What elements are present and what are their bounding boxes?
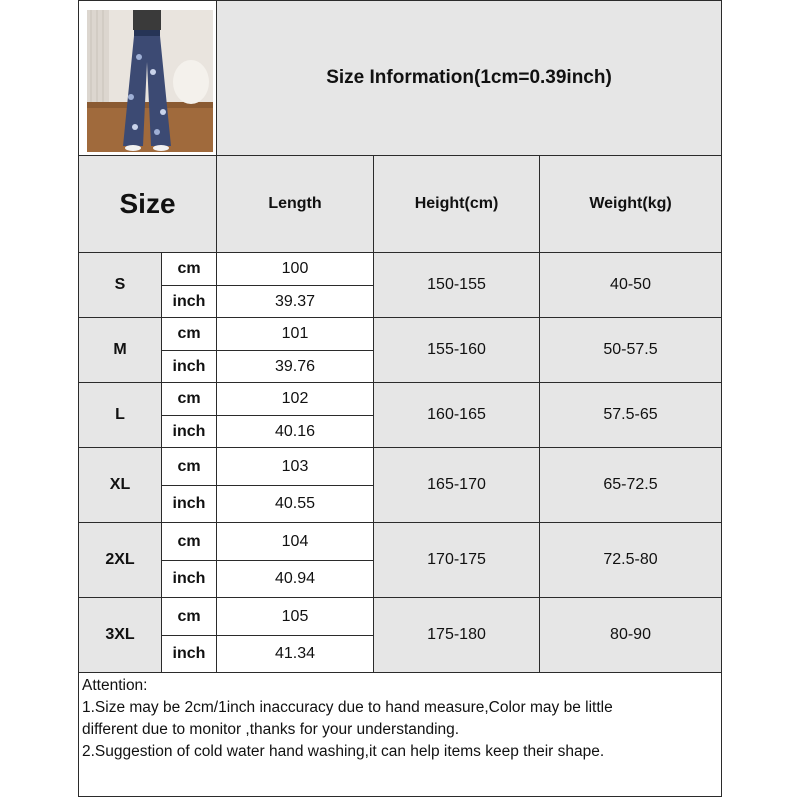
size-table	[78, 0, 722, 797]
unit-inch-label: inch	[162, 286, 217, 318]
notes-heading: Attention:	[82, 677, 148, 694]
unit-cm-label: cm	[162, 253, 217, 286]
size-label: 3XL	[79, 598, 162, 673]
notes-line: 2.Suggestion of cold water hand washing,it can help items keep their shape.	[82, 743, 605, 760]
height-range: 175-180	[374, 598, 540, 673]
size-column-header: Size	[79, 156, 217, 253]
unit-cm-label: cm	[162, 523, 217, 561]
unit-cm-label: cm	[162, 448, 217, 486]
height-range: 160-165	[374, 383, 540, 448]
length-cm-value: 102	[217, 383, 374, 416]
unit-inch-label: inch	[162, 351, 217, 383]
size-label: L	[79, 383, 162, 448]
height-range: 150-155	[374, 253, 540, 318]
notes-line: different due to monitor ,thanks for your understanding.	[82, 721, 460, 738]
height-range: 165-170	[374, 448, 540, 523]
weight-range: 65-72.5	[540, 448, 722, 523]
attention-notes	[79, 673, 722, 797]
size-label: S	[79, 253, 162, 318]
unit-inch-label: inch	[162, 636, 217, 673]
height-range: 170-175	[374, 523, 540, 598]
length-cm-value: 105	[217, 598, 374, 636]
length-column-header: Length	[217, 156, 374, 253]
length-inch-value: 40.94	[217, 561, 374, 598]
length-inch-value: 40.55	[217, 486, 374, 523]
unit-cm-label: cm	[162, 318, 217, 351]
length-cm-value: 101	[217, 318, 374, 351]
product-photo	[79, 1, 217, 156]
size-info-title: Size Information(1cm=0.39inch)	[217, 1, 722, 156]
weight-range: 57.5-65	[540, 383, 722, 448]
unit-inch-label: inch	[162, 561, 217, 598]
size-chart	[78, 0, 721, 800]
unit-inch-label: inch	[162, 416, 217, 448]
weight-range: 72.5-80	[540, 523, 722, 598]
weight-range: 80-90	[540, 598, 722, 673]
size-label: M	[79, 318, 162, 383]
size-label: 2XL	[79, 523, 162, 598]
weight-column-header: Weight(kg)	[540, 156, 722, 253]
length-cm-value: 104	[217, 523, 374, 561]
notes-line: 1.Size may be 2cm/1inch inaccuracy due to hand measure,Color may be little	[82, 699, 613, 716]
unit-inch-label: inch	[162, 486, 217, 523]
weight-range: 50-57.5	[540, 318, 722, 383]
height-range: 155-160	[374, 318, 540, 383]
length-inch-value: 39.76	[217, 351, 374, 383]
size-label: XL	[79, 448, 162, 523]
length-inch-value: 40.16	[217, 416, 374, 448]
length-cm-value: 103	[217, 448, 374, 486]
model-photo-icon	[79, 2, 215, 155]
weight-range: 40-50	[540, 253, 722, 318]
height-column-header: Height(cm)	[374, 156, 540, 253]
length-inch-value: 39.37	[217, 286, 374, 318]
length-inch-value: 41.34	[217, 636, 374, 673]
length-cm-value: 100	[217, 253, 374, 286]
unit-cm-label: cm	[162, 598, 217, 636]
unit-cm-label: cm	[162, 383, 217, 416]
